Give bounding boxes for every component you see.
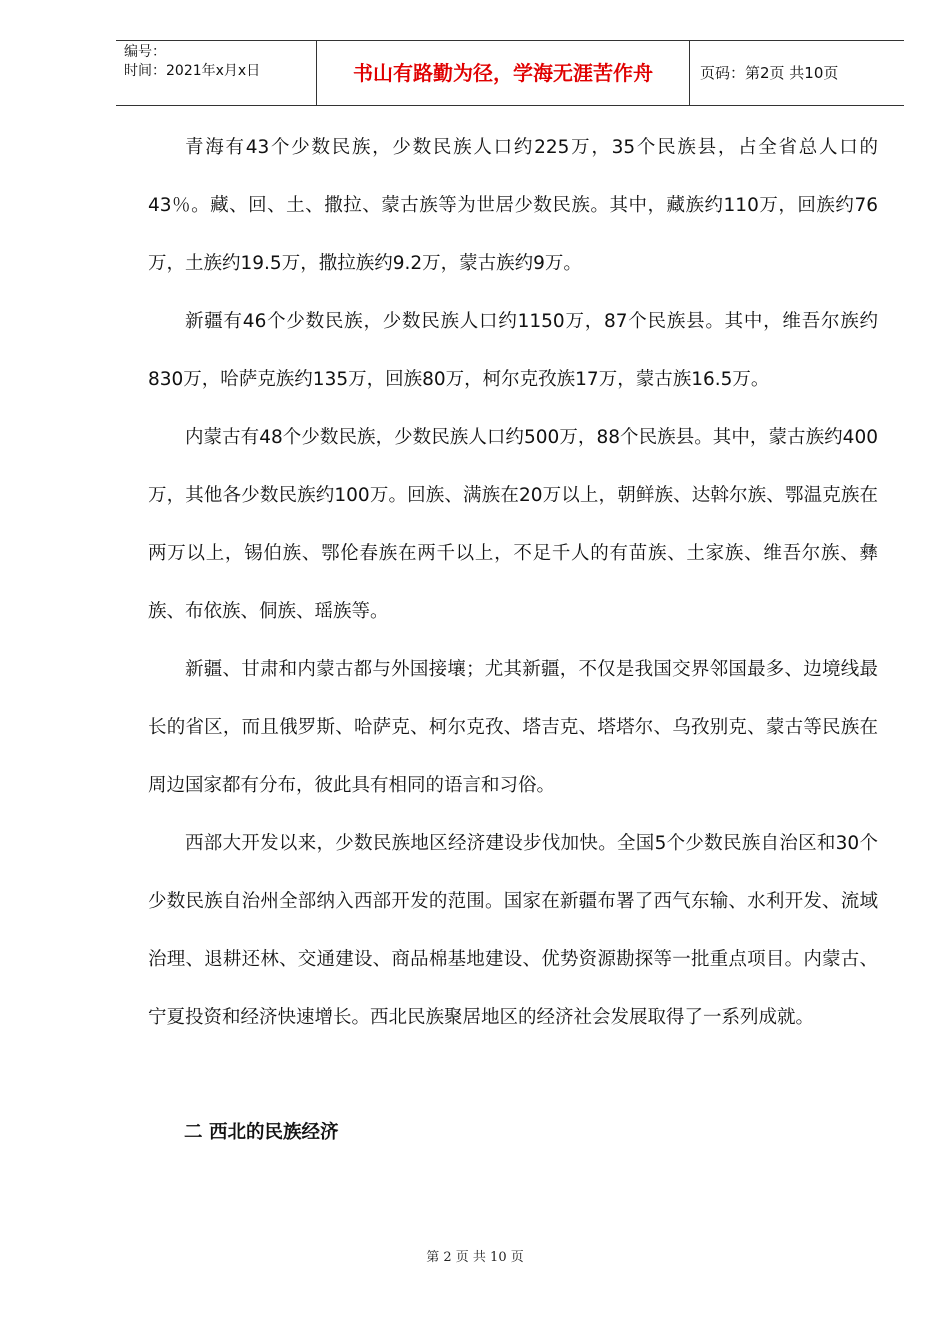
header-motto: 书山有路勤为径，学海无涯苦作舟 (353, 61, 653, 85)
page-header (116, 40, 904, 106)
header-meta (124, 43, 314, 81)
header-divider (689, 41, 690, 105)
paragraph-xinjiang: 新疆有46个少数民族，少数民族人口约1150万，87个民族县。其中，维吾尔族约830万，哈萨克族约135万，回族80万，柯尔克孜族17万，蒙古族16.5万。 (148, 311, 878, 390)
number-label: 编号： (124, 44, 166, 60)
section-heading: 二 西北的民族经济 (184, 1122, 339, 1143)
document-body (148, 119, 878, 1047)
paragraph-inner-mongolia: 内蒙古有48个少数民族，少数民族人口约500万，88个民族县。其中，蒙古族约400万，其他各少数民族约100万。回族、满族在20万以上，朝鲜族、达斡尔族、鄂温克族在两万以上，锡伯族、鄂伦春族在两千以上，不足千人的有苗族、土家族、维吾尔族、彝族、布依族、侗族、瑶族等。 (148, 427, 878, 622)
time-label: 时间：2021年x月x日 (124, 63, 261, 79)
paragraph-western-development: 西部大开发以来，少数民族地区经济建设步伐加快。全国5个少数民族自治区和30个少数民族自治州全部纳入西部开发的范围。国家在新疆布署了西气东输、水利开发、流域治理、退耕还林、交通建设、商品棉基地建设、优势资源勘探等一批重点项目。内蒙古、宁夏投资和经济快速增长。西北民族聚居地区的经济社会发展取得了一系列成就。 (148, 833, 878, 1028)
page-footer (0, 1246, 950, 1265)
paragraph-qinghai: 青海有43个少数民族，少数民族人口约225万，35个民族县，占全省总人口的43％。藏、回、土、撒拉、蒙古族等为世居少数民族。其中，藏族约110万，回族约76万，土族约19.5万，撒拉族约9.2万，蒙古族约9万。 (148, 137, 878, 274)
header-page-info: 页码：第2页 共10页 (700, 64, 839, 82)
paragraph-borders: 新疆、甘肃和内蒙古都与外国接壤；尤其新疆，不仅是我国交界邻国最多、边境线最长的省区，而且俄罗斯、哈萨克、柯尔克孜、塔吉克、塔塔尔、乌孜别克、蒙古等民族在周边国家都有分布，彼此具有相同的语言和习俗。 (148, 659, 878, 796)
footer-page-number: 第 2 页 共 10 页 (426, 1250, 524, 1265)
